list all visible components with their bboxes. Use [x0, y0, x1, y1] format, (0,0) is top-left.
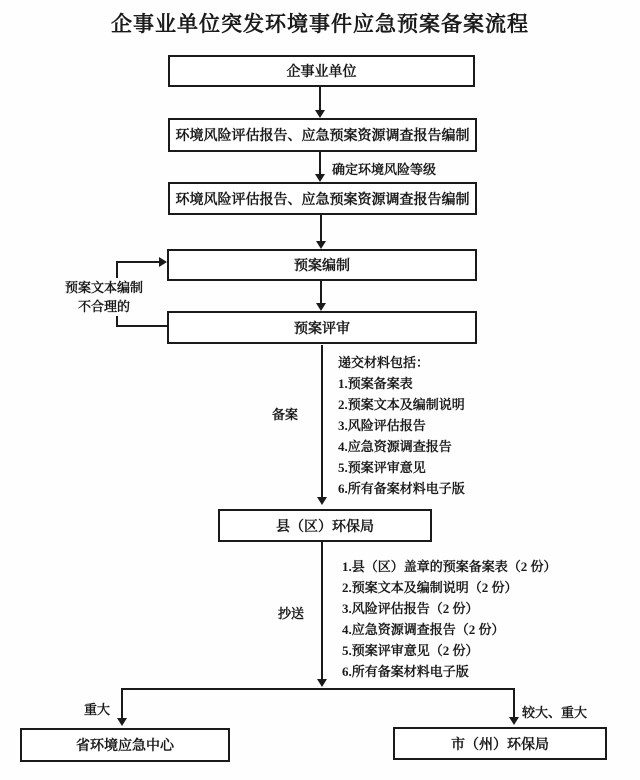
label-determine-risk-level: 确定环境风险等级	[332, 162, 437, 177]
submit-material-item: 3.风险评估报告	[338, 418, 426, 433]
arrow-county-to-branch	[321, 542, 323, 679]
feedback-line-from-review	[117, 325, 167, 327]
node-plan-compile	[167, 249, 477, 281]
arrow-plan-to-review	[320, 281, 322, 303]
feedback-arrow-into-plan	[117, 261, 159, 263]
copy-material-item: 6.所有备案材料电子版	[342, 664, 469, 679]
label-larger-major: 较大、重大	[522, 705, 588, 720]
copy-materials-list	[342, 556, 557, 682]
submit-material-item: 4.应急资源调查报告	[338, 439, 452, 454]
arrow-unit-to-risk-report	[319, 87, 321, 110]
branch-horizontal-line	[121, 688, 515, 690]
node-risk-report-2-label: 环境风险评估报告、应急预案资源调查报告编制	[175, 192, 470, 208]
flowchart-title: 企事业单位突发环境事件应急预案备案流程	[111, 12, 529, 36]
label-review-not-reasonable	[56, 278, 152, 316]
node-city-epb-label: 市（州）环保局	[451, 737, 549, 753]
submit-material-item: 6.所有备案材料电子版	[338, 481, 465, 496]
node-plan-review-label: 预案评审	[294, 321, 350, 337]
submit-material-item: 2.预案文本及编制说明	[338, 397, 465, 412]
label-copy-to: 抄送	[278, 606, 305, 621]
copy-material-item: 1.县（区）盖章的预案备案表（2 份）	[342, 559, 557, 574]
copy-material-item: 2.预案文本及编制说明（2 份）	[342, 580, 518, 595]
submit-materials-header: 递交材料包括：	[338, 355, 430, 370]
arrow-risk-report2-to-plan	[320, 215, 322, 241]
node-province-center-label: 省环境应急中心	[76, 739, 174, 754]
arrow-review-to-county	[321, 345, 323, 497]
node-county-epb	[218, 509, 432, 542]
node-risk-report-compile-1	[168, 118, 477, 152]
label-filing: 备案	[272, 407, 299, 422]
node-enterprise-unit-label: 企事业单位	[286, 65, 357, 80]
label-review-fail-line1: 预案文本编制	[64, 280, 143, 295]
copy-material-item: 5.预案评审意见（2 份）	[342, 643, 479, 658]
node-plan-review	[167, 311, 477, 344]
copy-material-item: 4.应急资源调查报告（2 份）	[342, 622, 505, 637]
node-enterprise-unit	[168, 55, 475, 87]
node-risk-report-1-label: 环境风险评估报告、应急预案资源调查报告编制	[175, 129, 470, 144]
submit-material-item: 1.预案备案表	[338, 376, 413, 391]
copy-material-item: 3.风险评估报告（2 份）	[342, 601, 479, 616]
arrow-branch-to-city	[513, 690, 515, 717]
submit-materials-list	[338, 352, 465, 499]
node-risk-report-compile-2	[168, 182, 477, 215]
node-city-epb	[393, 727, 607, 760]
node-county-epb-label: 县（区）环保局	[276, 519, 374, 535]
node-province-emergency-center	[20, 728, 230, 762]
node-plan-compile-label: 预案编制	[294, 259, 350, 274]
label-review-fail-line2: 不合理的	[77, 299, 130, 314]
label-major: 重大	[84, 702, 111, 717]
arrow-branch-to-province	[121, 690, 123, 718]
submit-material-item: 5.预案评审意见	[338, 460, 426, 475]
arrow-risk-report-to-risk-report2	[319, 152, 321, 174]
